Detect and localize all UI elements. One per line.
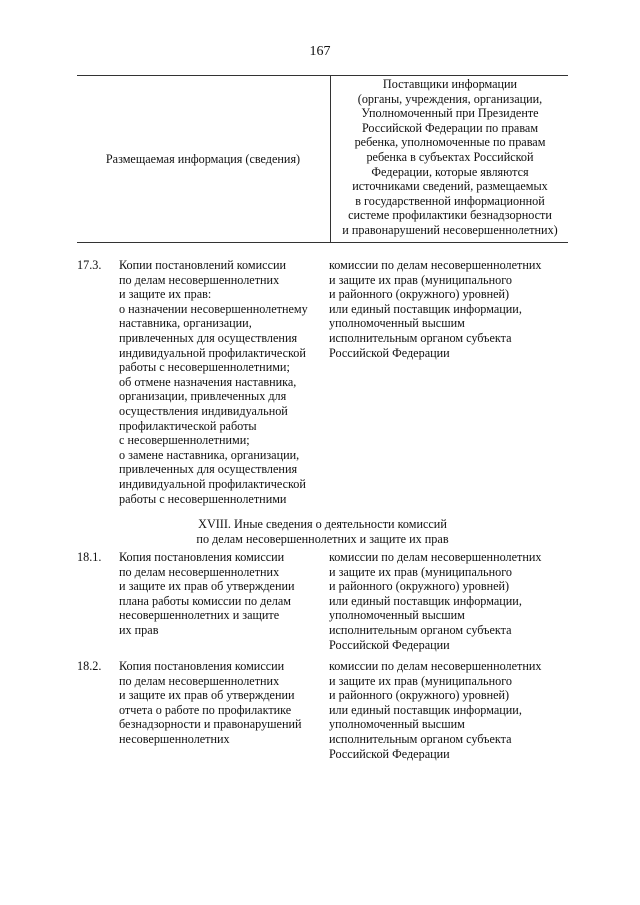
row-number: 18.1. xyxy=(77,550,102,564)
row-info: Копия постановления комиссии по делам несовершеннолетних и защите их прав об утверждении отчета о работе по профилактике безнадзорности и правонарушений несовершеннолетних xyxy=(119,659,302,746)
table-header-bottom-rule xyxy=(77,242,568,243)
table-header xyxy=(77,76,568,242)
page-number: 167 xyxy=(309,44,331,59)
header-column-divider xyxy=(330,76,331,242)
row-info: Копия постановления комиссии по делам несовершеннолетних и защите их прав об утверждении плана работы комиссии по делам несовершеннолетних и защите их прав xyxy=(119,550,295,637)
header-info-label: Размещаемая информация (сведения) xyxy=(105,151,301,166)
row-providers: комиссии по делам несовершеннолетних и защите их прав (муниципального и районного (окружного) уровней) или единый поставщик информации, уполномоченный высшим исполнительным органом субъекта Российской Федерации xyxy=(329,258,542,360)
section-title: XVIII. Иные сведения о деятельности комиссий по делам несовершеннолетних и защите их прав xyxy=(196,517,449,546)
row-providers: комиссии по делам несовершеннолетних и защите их прав (муниципального и районного (окружного) уровней) или единый поставщик информации, уполномоченный высшим исполнительным органом субъекта Российской Федерации xyxy=(329,659,542,761)
row-number: 17.3. xyxy=(77,258,102,272)
header-cell-info xyxy=(77,76,329,242)
row-info: Копии постановлений комиссии по делам несовершеннолетних и защите их прав: о назначении несовершеннолетнему наставника, организации, привлеченных для осуществления индивидуальной профилактической работы с несовершеннолетними; об отмене назначения наставника, организации, привлеченных для осуществления индивидуальной профилактической работы с несовершеннолетними; о замене наставника, организации, привлеченных для осуществления индивидуальной профилактической работы с несовершеннолетними xyxy=(119,258,308,506)
row-number: 18.2. xyxy=(77,659,102,673)
header-providers-label: Поставщики информации (органы, учреждения, организации, Уполномоченный при Президенте Российской Федерации по правам ребенка, уполномоченные по правам ребенка в субъектах Российской Федерации, которые являются источниками сведений, размещаемых в государственной информационной системе профилактики безнадзорности и правонарушений несовершеннолетних) xyxy=(342,77,558,237)
row-providers: комиссии по делам несовершеннолетних и защите их прав (муниципального и районного (окружного) уровней) или единый поставщик информации, уполномоченный высшим исполнительным органом субъекта Российской Федерации xyxy=(329,550,542,652)
